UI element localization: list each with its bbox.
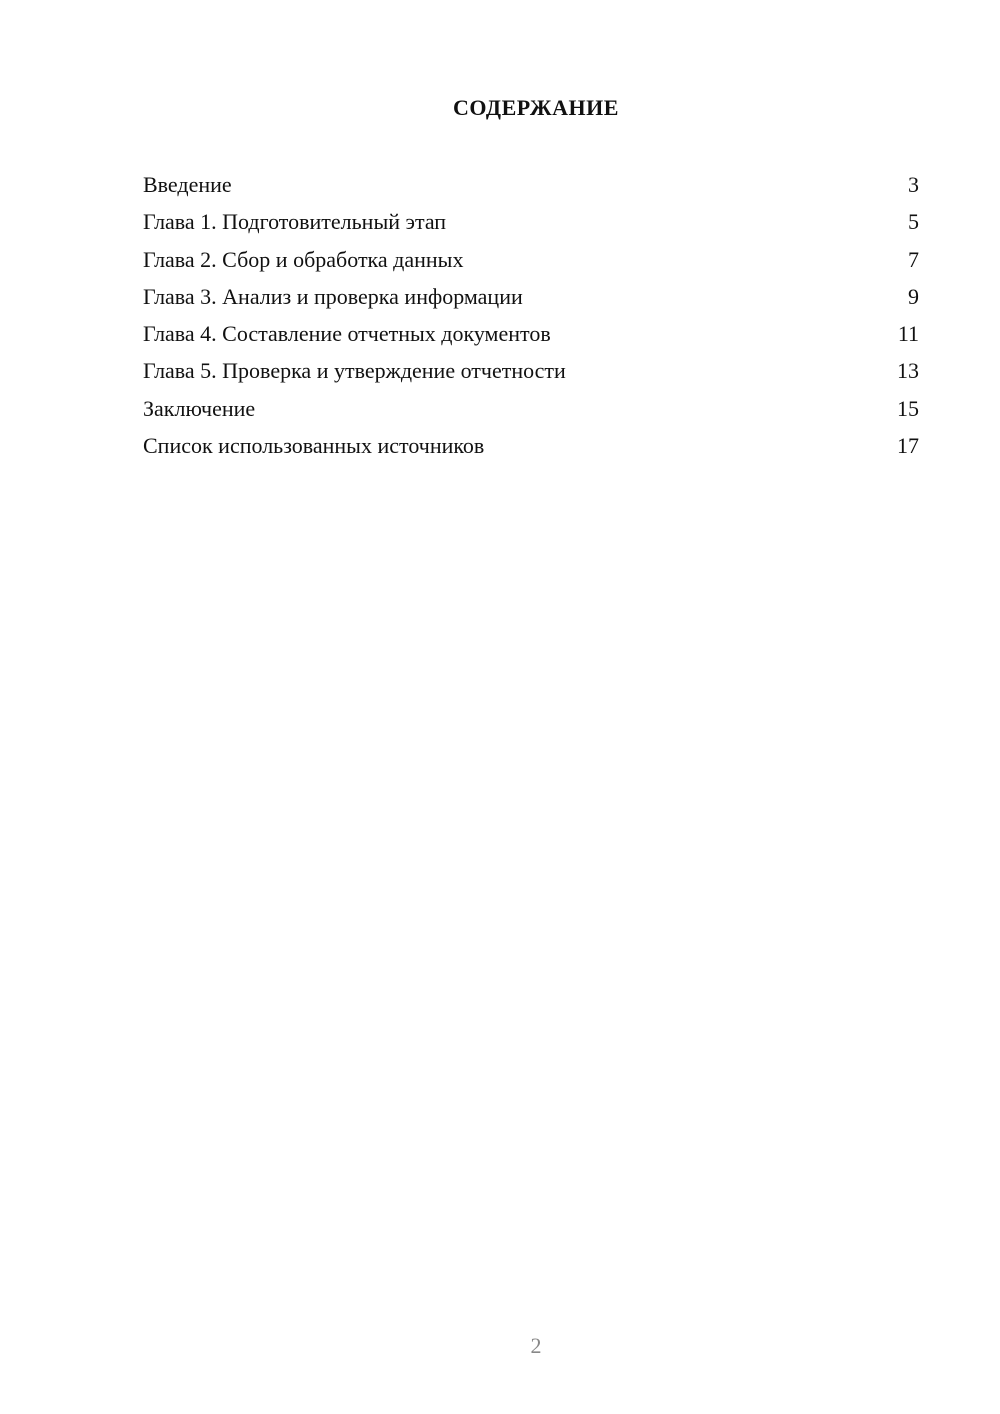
toc-entry-title: Заключение — [143, 395, 256, 421]
toc-entry-title: Глава 3. Анализ и проверка информации — [143, 283, 523, 309]
toc-entry-chapter-1[interactable] — [143, 205, 919, 242]
toc-entry-introduction[interactable] — [143, 168, 919, 205]
toc-entry-chapter-4[interactable] — [143, 317, 919, 354]
toc-entry-title: Глава 1. Подготовительный этап — [143, 209, 447, 235]
toc-entry-title: Глава 4. Составление отчетных документов — [143, 321, 551, 347]
table-of-contents — [143, 168, 919, 466]
toc-entry-chapter-3[interactable] — [143, 280, 919, 317]
toc-entry-page-number: 5 — [908, 209, 919, 235]
toc-entry-references[interactable] — [143, 429, 919, 466]
toc-entry-page-number: 17 — [897, 433, 919, 459]
toc-entry-chapter-5[interactable] — [143, 354, 919, 391]
toc-entry-title: Глава 2. Сбор и обработка данных — [143, 246, 464, 272]
toc-entry-chapter-2[interactable] — [143, 243, 919, 280]
toc-heading: СОДЕРЖАНИЕ — [453, 95, 619, 120]
toc-entry-title: Список использованных источников — [143, 433, 485, 459]
toc-entry-page-number: 9 — [908, 283, 919, 309]
toc-entry-page-number: 7 — [908, 246, 919, 272]
toc-entry-page-number: 3 — [908, 172, 919, 197]
toc-entry-page-number: 13 — [897, 358, 919, 384]
toc-entry-title: Глава 5. Проверка и утверждение отчетности — [143, 358, 566, 384]
toc-entry-page-number: 15 — [897, 395, 919, 421]
toc-entry-title: Введение — [143, 172, 232, 197]
toc-entry-conclusion[interactable] — [143, 392, 919, 429]
page-number: 2 — [530, 1333, 542, 1358]
toc-entry-page-number: 11 — [897, 321, 919, 347]
